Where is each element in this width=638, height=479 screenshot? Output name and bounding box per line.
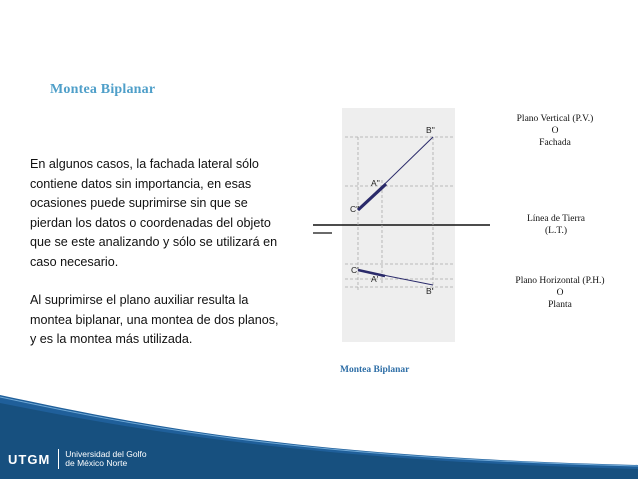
label-lt-line1: Línea de Tierra [526, 214, 586, 224]
point-label-b-upper: B'' [426, 125, 435, 135]
logo-mark: UTGM [8, 451, 51, 467]
label-plano-horizontal [492, 275, 628, 311]
point-label-a-lower: A' [371, 274, 379, 284]
university-logo [8, 449, 147, 469]
institution-line-1: Universidad del Golfo [65, 448, 147, 459]
point-label-c-upper: C'' [350, 204, 360, 214]
label-pv-line2: O [551, 126, 559, 136]
point-label-a-upper: A'' [371, 178, 380, 188]
label-ph-line3: Planta [548, 300, 572, 310]
logo-text [65, 450, 146, 469]
paragraph-1: En algunos casos, la fachada lateral sólo contiene datos sin importancia, en esas ocasiones puede suprimirse sin que se pierdan los datos o coordenadas del objeto que se este analizando y sólo se utilizará en caso necesario. [30, 157, 278, 269]
label-pv-line1: Plano Vertical (P.V.) [516, 114, 594, 124]
label-linea-tierra [496, 213, 616, 237]
point-label-c-lower: C' [351, 265, 359, 275]
point-label-b-lower: B' [426, 286, 434, 296]
paragraph-2: Al suprimirse el plano auxiliar resulta la montea biplanar, una montea de dos planos, y es la montea más utilizada. [30, 293, 279, 346]
label-ph-line2: O [556, 288, 564, 298]
label-plano-vertical [490, 113, 620, 149]
label-ph-line1: Plano Horizontal (P.H.) [515, 276, 605, 286]
label-pv-line3: Fachada [539, 138, 571, 148]
logo-divider [58, 449, 59, 469]
slide-title: Montea Biplanar [50, 82, 156, 97]
diagram-caption: Montea Biplanar [340, 365, 410, 375]
label-lt-line2: (L.T.) [545, 226, 567, 236]
institution-line-2: de México Norte [65, 458, 128, 468]
